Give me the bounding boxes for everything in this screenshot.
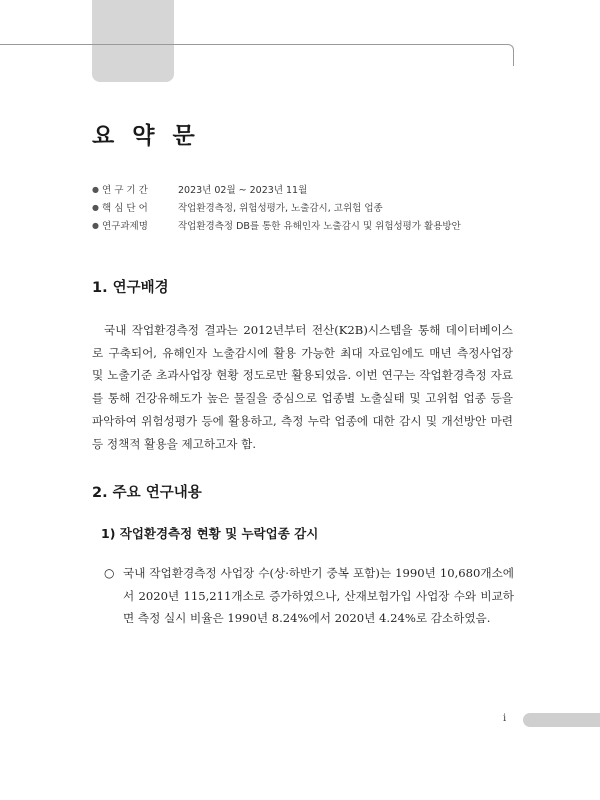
- meta-value: 작업환경측정 DB를 통한 유해인자 노출감시 및 위험성평가 활용방안: [178, 221, 461, 232]
- bullet-icon: ●: [92, 184, 99, 194]
- list-item-text: 국내 작업환경측정 사업장 수(상·하반기 중복 포함)는 1990년 10,680개소에서 2020년 115,211개소로 증가하였으나, 산재보험가입 사업장 수와 비교하면 측정 실시 비율은 1990년 8.24%에서 2020년 4.24%로 감소하였음.: [123, 566, 514, 625]
- meta-label: 연구과제명: [102, 221, 148, 232]
- bullet-icon: ●: [92, 220, 99, 230]
- page-title: 요 약 문: [92, 123, 200, 149]
- meta-value: 2023년 02월 ~ 2023년 11월: [178, 185, 308, 196]
- section-paragraph-background: 국내 작업환경측정 결과는 2012년부터 전산(K2B)시스템을 통해 데이터베이스로 구축되어, 유해인자 노출감시에 활용 가능한 최대 자료임에도 매년 측정사업장 및 노출기준 초과사업장 현황 정도로만 활용되었음. 이번 연구는 작업환경측정 자료를 통해 건강유해도가 높은 물질을 중심으로 업종별 노출실태 및 고위험 업종 등을 파악하여 위험성평가 등에 활용하고, 측정 누락 업종에 대한 감시 및 개선방안 마련 등 정책적 활용을 제고하고자 함.: [92, 323, 514, 451]
- meta-row-project-title: [92, 216, 532, 234]
- summary-meta: [92, 180, 532, 234]
- header-tab-decoration: [92, 0, 174, 82]
- subsection-heading: 1) 작업환경측정 현황 및 누락업종 감시: [101, 526, 319, 541]
- meta-label: 핵 심 단 어: [102, 203, 148, 214]
- header-rule: [0, 44, 514, 66]
- circle-bullet-icon: ○: [104, 566, 115, 580]
- meta-value: 작업환경측정, 위험성평가, 노출감시, 고위험 업종: [178, 203, 383, 214]
- list-item: [104, 562, 514, 630]
- page-number: i: [503, 713, 507, 724]
- meta-label: 연 구 기 간: [102, 185, 148, 196]
- meta-row-period: [92, 180, 532, 198]
- page-tab-decoration: [523, 713, 600, 727]
- section-heading-background: 1. 연구배경: [92, 280, 169, 296]
- section-heading-main-content: 2. 주요 연구내용: [92, 485, 202, 501]
- meta-row-keywords: [92, 198, 532, 216]
- bullet-icon: ●: [92, 202, 99, 212]
